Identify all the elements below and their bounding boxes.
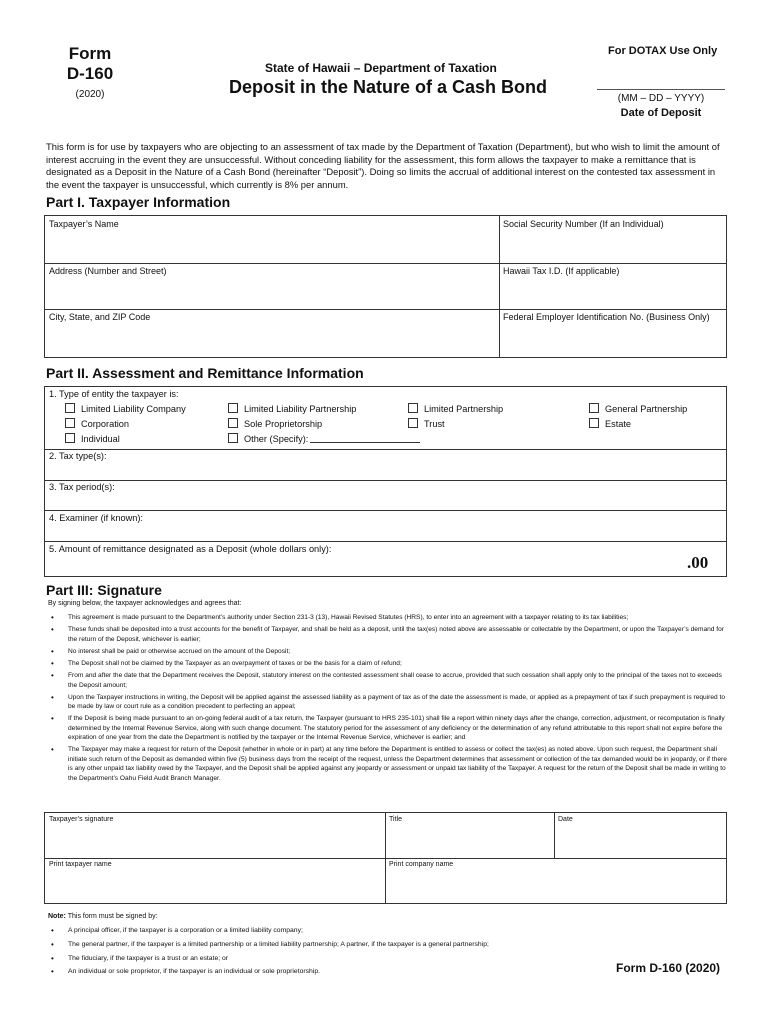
checkbox-icon <box>408 403 418 413</box>
row-divider <box>45 480 726 481</box>
checkbox-icon <box>228 403 238 413</box>
list-item: • No interest shall be paid or otherwise accrued on the amount of the Deposit; <box>48 647 728 656</box>
checkbox-icon <box>65 433 75 443</box>
list-item: • The Taxpayer may make a request for return of the Deposit (whether in whole or in part) at any time before the Department is entitled to assess or collect the tax(es) as noted above. Upon such request, the Department shall initiate such return of the Deposit as demanded within five (5) business days from the receipt of the request, unless the Department determines that assessment or collection of the tax demanded would be in jeopardy, or if there is any other unpaid tax liability owed by the Taxpayer, and the Deposit shall be applied against any jeopardy or assessment or unpaid tax liability of the Taxpayer. A request for the return of the Deposit shall be made in writing to the Department’s Oahu Field Audit Branch Manager. <box>48 745 728 783</box>
entity-type-question: 1. Type of entity the taxpayer is: <box>49 389 179 399</box>
address-field[interactable] <box>45 263 499 309</box>
note-text: This form must be signed by: <box>67 913 158 920</box>
part1-heading: Part I. Taxpayer Information <box>46 194 231 210</box>
part1-table <box>44 215 727 358</box>
other-specify-input[interactable] <box>310 433 420 443</box>
list-item: • The general partner, if the taxpayer is a limited partnership or a limited liability partnership; A partner, if the taxpayer is a general partnership; <box>48 940 568 949</box>
signature-table <box>44 812 727 904</box>
examiner-field[interactable] <box>49 513 143 523</box>
checkbox-other[interactable] <box>228 433 420 444</box>
checkbox-trust-label: Trust <box>424 419 445 429</box>
list-item: • An individual or sole proprietor, if the taxpayer is an individual or sole proprietorship. <box>48 967 568 976</box>
deposit-amount-label: 5. Amount of remittance designated as a Deposit (whole dollars only): <box>49 544 332 554</box>
checkbox-icon <box>408 418 418 428</box>
title-label: Title <box>389 816 402 823</box>
footer-form-id: Form D-160 (2020) <box>616 961 721 975</box>
checkbox-icon <box>65 403 75 413</box>
page-title: Deposit in the Nature of a Cash Bond <box>229 77 548 97</box>
address-label: Address (Number and Street) <box>49 266 167 276</box>
print-company-name-field[interactable] <box>385 858 726 903</box>
form-number: D-160 <box>66 64 114 83</box>
list-item: • A principal officer, if the taxpayer is a corporation or a limited liability company; <box>48 926 568 935</box>
note-label: Note: <box>48 913 66 920</box>
cents-suffix: .00 <box>687 553 709 572</box>
list-item: • This agreement is made pursuant to the Department’s authority under Section 231-3 (13), Hawaii Revised Statutes (HRS), to enter into an agreement with a taxpayer relating to its tax liabilities; <box>48 613 728 622</box>
checkbox-sole-proprietorship[interactable] <box>228 418 322 429</box>
taxpayer-signature-field[interactable] <box>45 813 385 858</box>
list-item: • From and after the date that the Department receives the Deposit, statutory interest on the contested assessment shall cease to accrue, provided that such cessation shall apply only to the principal of the taxes not to exceeds the Deposit amount; <box>48 671 728 690</box>
note-heading <box>48 913 158 920</box>
row-divider <box>45 541 726 542</box>
form-label: Form <box>68 44 112 63</box>
signer-list <box>48 926 568 981</box>
checkbox-icon <box>589 403 599 413</box>
examiner-label: 4. Examiner (if known): <box>49 513 143 523</box>
checkbox-individual[interactable] <box>65 433 120 444</box>
checkbox-individual-label: Individual <box>81 434 120 444</box>
intro-paragraph: This form is for use by taxpayers who are objecting to an assessment of tax made by the Department of Taxation (Department), but who wish to limit the amount of interest accruing in the event they are unsuccessful. Without conceding liability for the assessment, this form allows the taxpayer to make a remittance that is designated as a Deposit in the Nature of a Cash Bond (hereinafter “Deposit”). Doing so limits the accrual of additional interest on the contested tax assessment in the event the taxpayer is unsuccessful, which currently is 8% per annum. <box>46 141 720 190</box>
date-field[interactable] <box>554 813 726 858</box>
print-taxpayer-name-field[interactable] <box>45 858 385 903</box>
row-divider <box>45 449 726 450</box>
form-year: (2020) <box>75 89 105 100</box>
list-item: • If the Deposit is being made pursuant to an on-going federal audit of a tax return, the Taxpayer (pursuant to HRS 235-101) shall file a report within ninety days after the change, correction, adjustment, or recomputation is finally determined by the Internal Revenue Service, along with such change document. The statutory period for the assessment of any deficiency or the determination of any refund attributable to this report shall not expire before the expiration of one year from the date the Department is notified by the taxpayer or the Internal Revenue Service, whichever is earlier; and <box>48 714 728 742</box>
checkbox-trust[interactable] <box>408 418 445 429</box>
fein-label: Federal Employer Identification No. (Business Only) <box>503 312 710 322</box>
hawaii-tax-id-label: Hawaii Tax I.D. (If applicable) <box>503 266 620 276</box>
hawaii-tax-id-field[interactable] <box>499 263 726 309</box>
list-item: • Upon the Taxpayer instructions in writing, the Deposit will be applied against the assessed liability as a payment of tax as of the date the assessment is made, or applied as a prepayment of tax if such prepayment is required to be made by law or court rule as a condition precedent to perfecting an appeal; <box>48 693 728 712</box>
acknowledgement-list <box>48 613 728 786</box>
checkbox-icon <box>589 418 599 428</box>
checkbox-icon <box>228 418 238 428</box>
checkbox-sole-proprietorship-label: Sole Proprietorship <box>244 419 323 429</box>
checkbox-corporation-label: Corporation <box>81 419 130 429</box>
city-state-zip-field[interactable] <box>45 309 499 357</box>
title-field[interactable] <box>385 813 554 858</box>
print-taxpayer-name-label: Print taxpayer name <box>49 861 112 868</box>
taxpayer-name-label: Taxpayer’s Name <box>49 219 119 229</box>
ssn-field[interactable] <box>499 216 726 263</box>
list-item: • These funds shall be deposited into a trust accounts for the benefit of Taxpayer, and shall be held as a deposit, until the tax(es) noted above are assessable or collectable by the Department, or upon the Taxpayer’s demand for the return of the Deposit, whichever is earlier; <box>48 625 728 644</box>
date-of-deposit-label: Date of Deposit <box>620 107 702 119</box>
checkbox-other-label: Other (Specify): <box>244 434 309 444</box>
taxpayer-signature-label: Taxpayer’s signature <box>49 816 114 823</box>
checkbox-icon <box>228 433 238 443</box>
tax-types-field[interactable] <box>49 451 107 461</box>
checkbox-corporation[interactable] <box>65 418 129 429</box>
tax-periods-label: 3. Tax period(s): <box>49 482 115 492</box>
fein-field[interactable] <box>499 309 726 357</box>
checkbox-estate[interactable] <box>589 418 631 429</box>
checkbox-llp[interactable] <box>228 403 356 414</box>
checkbox-general-partnership[interactable] <box>589 403 687 414</box>
checkbox-llc[interactable] <box>65 403 186 414</box>
deposit-amount-field[interactable] <box>49 544 331 554</box>
taxpayer-name-field[interactable] <box>45 216 499 263</box>
row-divider <box>45 510 726 511</box>
date-label: Date <box>558 816 573 823</box>
print-company-name-label: Print company name <box>389 861 454 868</box>
date-of-deposit-line <box>597 89 725 90</box>
city-state-zip-label: City, State, and ZIP Code <box>49 312 151 322</box>
tax-types-label: 2. Tax type(s): <box>49 451 107 461</box>
checkbox-llc-label: Limited Liability Company <box>81 404 186 414</box>
checkbox-icon <box>65 418 75 428</box>
agency-name: State of Hawaii – Department of Taxation <box>265 61 497 75</box>
dotax-use-only-label: For DOTAX Use Only <box>608 45 718 57</box>
list-item: • The fiduciary, if the taxpayer is a trust or an estate; or <box>48 954 568 963</box>
date-format-hint: (MM – DD – YYYY) <box>617 93 705 104</box>
ssn-label: Social Security Number (If an Individual) <box>503 219 664 229</box>
checkbox-limited-partnership[interactable] <box>408 403 503 414</box>
checkbox-estate-label: Estate <box>605 419 632 429</box>
checkbox-llp-label: Limited Liability Partnership <box>244 404 357 414</box>
part3-heading: Part III: Signature <box>46 582 162 598</box>
tax-periods-field[interactable] <box>49 482 115 492</box>
part2-heading: Part II. Assessment and Remittance Information <box>46 365 364 381</box>
checkbox-general-partnership-label: General Partnership <box>605 404 688 414</box>
checkbox-limited-partnership-label: Limited Partnership <box>424 404 504 414</box>
list-item: • The Deposit shall not be claimed by the Taxpayer as an overpayment of taxes or be the basis for a claim of refund; <box>48 659 728 668</box>
signature-intro: By signing below, the taxpayer acknowledges and agrees that: <box>48 600 242 607</box>
